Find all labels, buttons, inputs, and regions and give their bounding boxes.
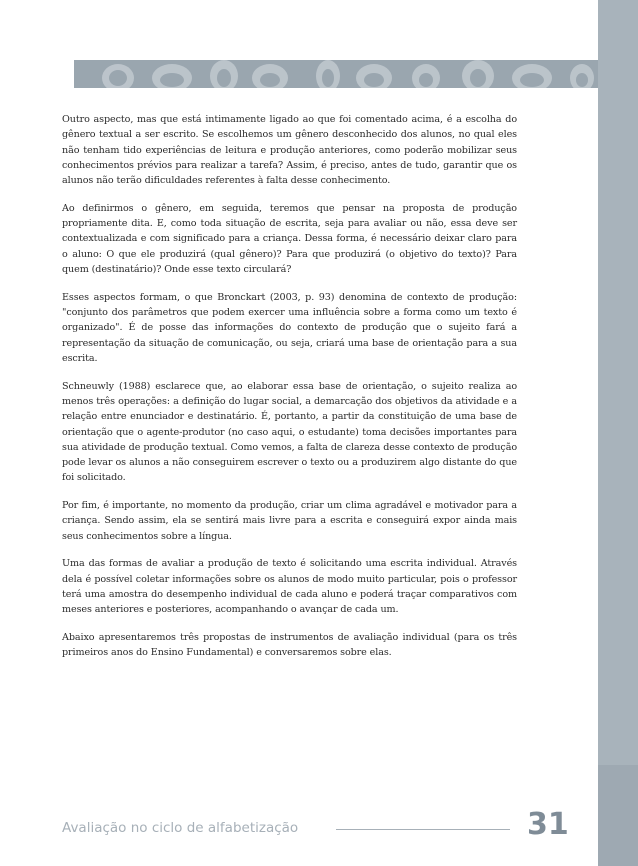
side-stripe bbox=[598, 0, 638, 866]
paragraph: Uma das formas de avaliar a produção de texto é solicitando uma escrita individual. Através dela é possível coletar informações sobre os alunos de modo muito particular, pois o professor terá uma amostra do desempenho individual de cada aluno e poderá traçar comparativos com meses anteriores e posteriores, acompanhando o avançar de cada um. bbox=[62, 558, 517, 616]
header-band bbox=[74, 60, 598, 88]
paragraph: Schneuwly (1988) esclarece que, ao elaborar essa base de orientação, o sujeito realiza ao menos três operações: a definição do lugar social, a demarcação dos objetivos da atividade e a relação entre enunciador e destinatário. É, portanto, a partir da constituição de uma base de orientação que o agente-produtor (no caso aqui, o estudante) toma decisões importantes para sua atividade de produção textual. Como vemos, a falta de clareza desse contexto de produção pode levar os alunos a não conseguirem escrever o texto ou a produzirem algo distante do que foi solicitado. bbox=[62, 380, 517, 484]
side-stripe-upper bbox=[598, 0, 638, 765]
paragraph: Outro aspecto, mas que está intimamente ligado ao que foi comentado acima, é a escolha do gênero textual a ser escrito. Se escolhemos um gênero desconhecido dos alunos, no qual eles não tenham tido experiências de leitura e produção anteriores, como poderão mobilizar seus conhecimentos prévios para realizar a tarefa? Assim, é preciso, antes de tudo, garantir que os alunos não terão dificuldades referentes à falta desse conhecimento. bbox=[62, 114, 517, 187]
paragraph: Ao definirmos o gênero, em seguida, teremos que pensar na proposta de produção propriamente dita. E, como toda situação de escrita, seja para avaliar ou não, essa deve ser contextualizada e com significado para a criança. Dessa forma, é necessário deixar claro para o aluno: O que ele produzirá (qual gênero)? Para que produzirá (o objetivo do texto)? Para quem (destinatário)? Onde esse texto circulará? bbox=[62, 202, 517, 276]
page-number: 31 bbox=[527, 807, 569, 842]
footer-divider bbox=[336, 829, 510, 830]
footer-title: Avaliação no ciclo de alfabetização bbox=[62, 820, 299, 836]
decorative-letters-icon bbox=[74, 60, 598, 88]
paragraph: Abaixo apresentaremos três propostas de instrumentos de avaliação individual (para os três primeiros anos do Ensino Fundamental) e conversaremos sobre elas. bbox=[62, 631, 517, 659]
paragraph: Por fim, é importante, no momento da produção, criar um clima agradável e motivador para a criança. Sendo assim, ela se sentirá mais livre para a escrita e conseguirá expor ainda mais seus conhecimentos sobre a língua. bbox=[62, 500, 517, 542]
body-text bbox=[62, 112, 517, 673]
paragraph: Esses aspectos formam, o que Bronckart (2003, p. 93) denomina de contexto de produção: "conjunto dos parâmetros que podem exercer uma influência sobre a forma como um texto é organizado". É de posse das informações do contexto de produção que o sujeito fará a representação da situação de comunicação, ou seja, criará uma base de orientação para a sua escrita. bbox=[62, 291, 517, 364]
